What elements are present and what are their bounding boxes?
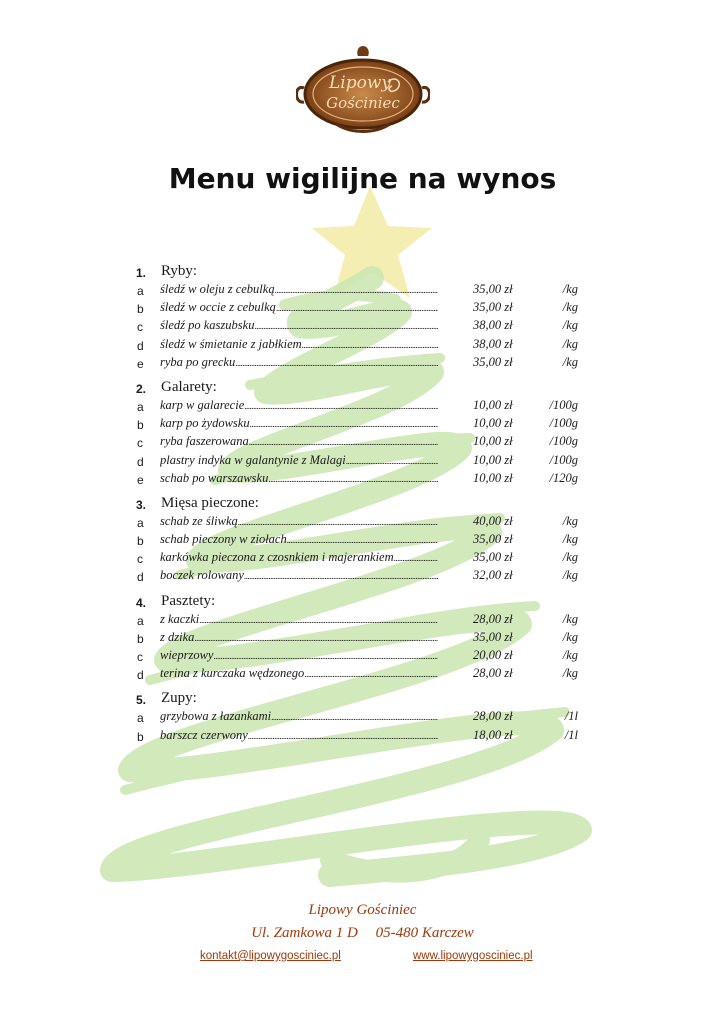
item-letter: c	[137, 552, 143, 567]
section-number: 2.	[136, 381, 147, 396]
item-unit: /100g	[549, 416, 578, 431]
item-name: barszcz czerwony .....	[160, 728, 438, 744]
website-link[interactable]: www.lipowygosciniec.pl	[413, 950, 533, 962]
item-unit: /kg	[562, 300, 578, 315]
item-price: 10,00 zł	[473, 397, 513, 412]
item-price: 35,00 zł	[473, 282, 513, 296]
item-price: 28,00 zł	[473, 611, 513, 626]
menu-item	[0, 708, 725, 726]
item-unit: /kg	[562, 354, 578, 369]
item-name: karp po żydowsku .....	[160, 416, 438, 432]
item-unit: /kg	[562, 318, 578, 333]
item-price: 20,00 zł	[473, 648, 513, 662]
section-title: Zupy:	[161, 690, 197, 707]
footer-restaurant-name: Lipowy Gościniec	[308, 902, 417, 918]
item-letter: b	[137, 302, 144, 317]
item-price: 10,00 zł	[473, 416, 513, 431]
item-name: schab po warszawsku .....	[160, 471, 438, 487]
section-title: Mięsa pieczone:	[161, 494, 259, 511]
item-letter: b	[137, 729, 144, 744]
item-letter: c	[137, 320, 143, 335]
item-price: 35,00 zł	[473, 300, 513, 315]
item-unit: /kg	[562, 629, 578, 644]
item-price: 32,00 zł	[473, 568, 513, 583]
menu-list	[0, 263, 725, 752]
item-letter: e	[137, 472, 144, 487]
section-number: 3.	[136, 497, 147, 512]
item-name: śledź w occie z cebulką .....	[160, 300, 438, 316]
menu-item	[0, 665, 725, 683]
item-letter: a	[137, 399, 144, 414]
item-unit: /kg	[562, 648, 578, 662]
item-name: śledź w śmietanie z jabłkiem .....	[160, 337, 438, 353]
email-link[interactable]: kontakt@lipowygosciniec.pl	[200, 950, 341, 962]
item-price: 10,00 zł	[473, 470, 513, 485]
item-letter: b	[137, 418, 144, 433]
section-header	[0, 379, 725, 397]
footer-links	[0, 950, 725, 966]
section-number: 1.	[136, 266, 147, 280]
item-letter: c	[137, 436, 143, 451]
section-header	[0, 495, 725, 513]
section-header	[0, 690, 725, 708]
item-price: 18,00 zł	[473, 727, 513, 742]
section-title: Galarety:	[161, 378, 217, 395]
item-unit: /kg	[562, 666, 578, 681]
footer-city: 05-480 Karczew	[375, 925, 474, 941]
logo-text-top: Lipowy	[329, 73, 391, 93]
item-name: z dzika .....	[160, 630, 438, 646]
item-name: plastry indyka w galantynie z Malagi .....	[160, 453, 438, 469]
item-unit: /kg	[562, 611, 578, 626]
section-header	[0, 593, 725, 611]
item-price: 35,00 zł	[473, 550, 513, 565]
item-unit: /kg	[562, 336, 578, 351]
item-unit: /1l	[564, 709, 578, 724]
item-name: karp w galarecie .....	[160, 398, 438, 414]
menu-item	[0, 629, 725, 647]
section-title: Pasztety:	[161, 592, 216, 609]
item-name: ryba faszerowana .....	[160, 434, 438, 450]
item-unit: /100g	[549, 452, 578, 467]
menu-item	[0, 317, 725, 335]
menu-section	[0, 263, 725, 372]
restaurant-logo	[296, 44, 430, 134]
item-letter: d	[137, 454, 144, 469]
menu-item	[0, 354, 725, 372]
item-name: śledź po kaszubsku .....	[160, 318, 438, 334]
item-price: 10,00 zł	[473, 452, 513, 467]
menu-item	[0, 513, 725, 531]
item-letter: a	[137, 515, 144, 530]
section-title: Ryby:	[161, 263, 198, 279]
menu-item	[0, 415, 725, 433]
item-price: 10,00 zł	[473, 434, 513, 449]
item-name: karkówka pieczona z czosnkiem i majerankiem .....	[160, 550, 438, 566]
item-price: 35,00 zł	[473, 532, 513, 547]
section-header	[0, 263, 725, 281]
item-unit: /kg	[562, 532, 578, 547]
item-letter: a	[137, 613, 144, 628]
menu-item	[0, 433, 725, 451]
menu-section	[0, 593, 725, 684]
menu-item	[0, 647, 725, 665]
page-title: Menu wigilijne na wynos	[168, 162, 557, 195]
item-price: 38,00 zł	[473, 336, 513, 351]
item-letter: b	[137, 631, 144, 646]
menu-item	[0, 549, 725, 567]
section-number: 5.	[136, 693, 147, 708]
item-price: 28,00 zł	[473, 709, 513, 724]
item-letter: a	[137, 711, 144, 726]
menu-item	[0, 470, 725, 488]
item-letter: b	[137, 534, 144, 549]
item-unit: /kg	[562, 513, 578, 528]
item-price: 38,00 zł	[473, 318, 513, 333]
item-name: terina z kurczaka wędzonego .....	[160, 666, 438, 682]
item-name: grzybowa z łazankami .....	[160, 709, 438, 725]
item-letter: c	[137, 650, 143, 664]
item-letter: d	[137, 338, 144, 353]
item-price: 40,00 zł	[473, 513, 513, 528]
section-number: 4.	[136, 595, 147, 610]
item-name: schab ze śliwką .....	[160, 514, 438, 530]
footer-street: Ul. Zamkowa 1 D	[251, 925, 358, 941]
menu-item	[0, 531, 725, 549]
menu-item	[0, 611, 725, 629]
item-unit: /100g	[549, 397, 578, 412]
menu-item	[0, 567, 725, 585]
item-unit: /100g	[549, 434, 578, 449]
item-letter: d	[137, 570, 144, 585]
item-letter: a	[137, 284, 144, 298]
menu-item	[0, 281, 725, 299]
footer	[0, 902, 725, 962]
item-unit: /120g	[549, 470, 578, 485]
logo-text-bottom: Gościniec	[326, 94, 400, 112]
item-name: boczek rolowany .....	[160, 568, 438, 584]
item-name: schab pieczony w ziołach .....	[160, 532, 438, 548]
menu-item	[0, 727, 725, 745]
item-name: z kaczki .....	[160, 612, 438, 628]
item-unit: /kg	[562, 568, 578, 583]
item-price: 35,00 zł	[473, 354, 513, 369]
menu-section	[0, 495, 725, 586]
item-name: ryba po grecku .....	[160, 355, 438, 371]
menu-item	[0, 452, 725, 470]
item-letter: d	[137, 668, 144, 683]
item-name: śledź w oleju z cebulką .....	[160, 282, 438, 298]
item-name: wieprzowy .....	[160, 648, 438, 664]
item-price: 28,00 zł	[473, 666, 513, 681]
menu-item	[0, 299, 725, 317]
menu-item	[0, 336, 725, 354]
item-unit: /kg	[562, 550, 578, 565]
item-price: 35,00 zł	[473, 629, 513, 644]
item-unit: /1l	[564, 727, 578, 742]
menu-section	[0, 379, 725, 488]
menu-section	[0, 690, 725, 744]
item-unit: /kg	[562, 282, 578, 296]
footer-address	[0, 925, 725, 942]
menu-item	[0, 397, 725, 415]
item-letter: e	[137, 356, 144, 371]
